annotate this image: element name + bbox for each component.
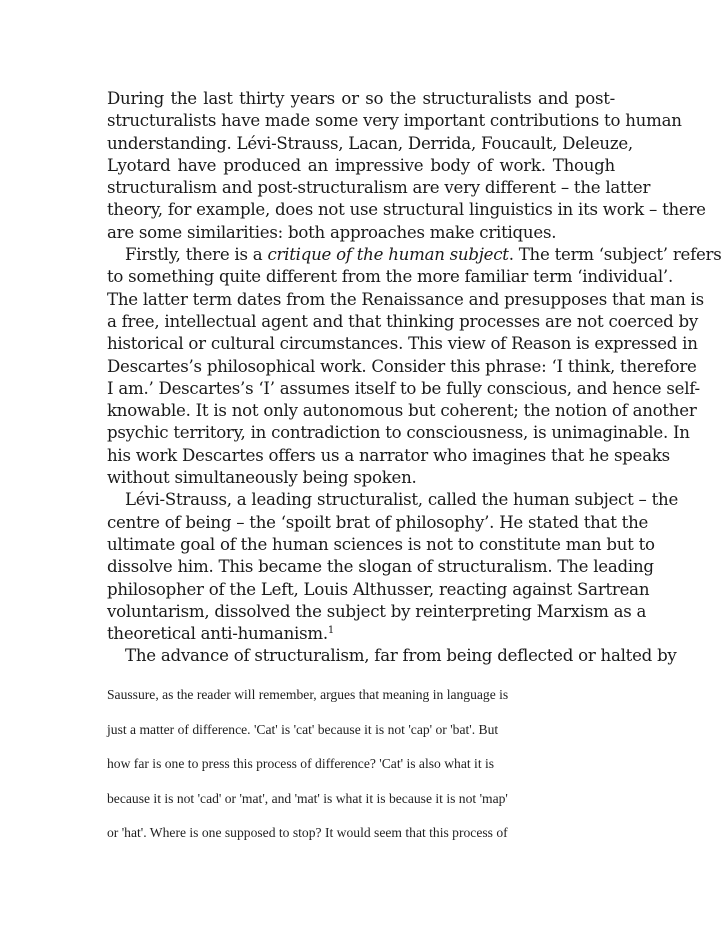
scan-line: During the last thirty years or so the structuralists and post- xyxy=(107,89,615,108)
scanned-book-excerpt xyxy=(107,88,722,668)
scan-line: are some similarities: both approaches make critiques. xyxy=(107,222,557,242)
scan-line: his work Descartes offers us a narrator who imagines that he speaks xyxy=(107,445,670,465)
scan-line: Lyotard have produced an impressive body of work. Though xyxy=(107,155,615,175)
scan-line: understanding. Lévi-Strauss, Lacan, Derrida, Foucault, Deleuze, xyxy=(107,133,633,153)
scan-line: philosopher of the Left, Louis Althusser, reacting against Sartrean xyxy=(107,579,650,599)
scan-line: Descartes’s philosophical work. Consider this phrase: ‘I think, therefore xyxy=(107,356,697,376)
scan-line: knowable. It is not only autonomous but coherent; the notion of another xyxy=(107,401,697,421)
scan-line xyxy=(107,623,615,645)
scan-text: . The term ‘subject’ refers xyxy=(508,245,722,265)
italic-term: critique of the human subject xyxy=(267,245,509,265)
scan-line: without simultaneously being spoken. xyxy=(107,468,417,488)
scan-line: to something quite different from the more familiar term ‘individual’. xyxy=(107,267,673,287)
typed-line: because it is not 'cad' or 'mat', and 'mat' is what it is because it is not 'map' xyxy=(107,790,508,806)
scan-line: The latter term dates from the Renaissance and presupposes that man is xyxy=(107,289,704,309)
scan-line: historical or cultural circumstances. This view of Reason is expressed in xyxy=(107,334,698,354)
scan-line: theory, for example, does not use structural linguistics in its work – there xyxy=(107,200,706,220)
scan-text: Firstly, there is a xyxy=(125,245,268,265)
scan-line xyxy=(107,244,722,266)
scan-line: voluntarism, dissolved the subject by reinterpreting Marxism as a xyxy=(107,601,647,621)
scan-line: dissolve him. This became the slogan of structuralism. The leading xyxy=(107,557,654,577)
scan-line: centre of being – the ‘spoilt brat of philosophy’. He stated that the xyxy=(107,512,649,532)
typed-line: just a matter of difference. 'Cat' is 'cat' because it is not 'cap' or 'bat'. But xyxy=(107,721,499,737)
scan-line: The advance of structuralism, far from being deflected or halted by xyxy=(125,646,677,666)
typed-paragraph xyxy=(107,678,587,851)
typed-line: how far is one to press this process of difference? 'Cat' is also what it is xyxy=(107,756,495,772)
typed-line: Saussure, as the reader will remember, argues that meaning in language is xyxy=(107,687,509,702)
scan-line: ultimate goal of the human sciences is not to constitute man but to xyxy=(107,534,655,554)
typed-line: or 'hat'. Where is one supposed to stop? It would seem that this process of xyxy=(107,825,508,841)
scan-line: psychic territory, in contradiction to consciousness, is unimaginable. In xyxy=(107,423,690,443)
scan-line: Lévi-Strauss, a leading structuralist, called the human subject – the xyxy=(125,490,679,510)
scan-line: a free, intellectual agent and that thinking processes are not coerced by xyxy=(107,311,699,331)
scan-text: theoretical anti-humanism. xyxy=(107,624,328,644)
scan-line: structuralists have made some very important contributions to human xyxy=(107,111,682,131)
scan-line: structuralism and post-structuralism are very different – the latter xyxy=(107,178,651,198)
footnote-marker: 1 xyxy=(327,625,334,637)
scan-line: I am.’ Descartes’s ‘I’ assumes itself to be fully conscious, and hence self- xyxy=(107,378,700,398)
